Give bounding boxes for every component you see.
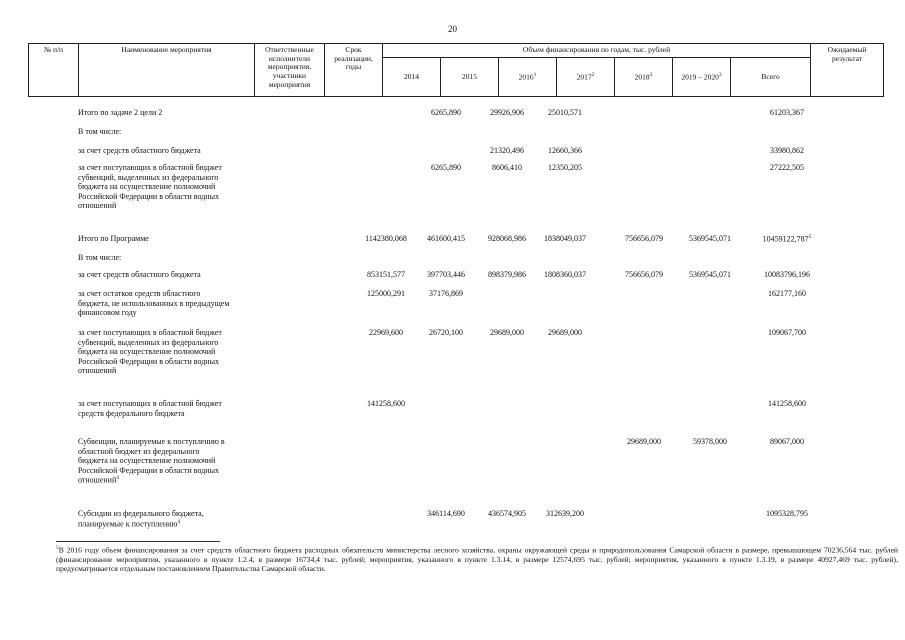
row-value-text: 29926,906 xyxy=(490,108,524,117)
header-year xyxy=(731,58,811,97)
row-value xyxy=(525,163,605,173)
row-total-note: 5 xyxy=(808,234,812,240)
row-value-text: 8606,410 xyxy=(492,163,522,172)
row-value-text: 21320,496 xyxy=(490,146,524,155)
row-name-text: за счет средств областного бюджета xyxy=(78,146,201,155)
header-year xyxy=(615,58,673,97)
row-value-text: 29689,000 xyxy=(548,328,582,337)
header-year-label: 2018 xyxy=(634,72,650,82)
row-name xyxy=(78,328,230,376)
footnote xyxy=(56,545,898,573)
row-name xyxy=(78,163,230,211)
row-name-note: 4 xyxy=(177,518,181,525)
row-value-text: 436574,905 xyxy=(488,509,526,518)
row-value-text: 27222,505 xyxy=(770,163,804,172)
page-number: 20 xyxy=(448,24,457,34)
header-year xyxy=(441,58,499,97)
header-financing: Объем финансирования по годам, тыс. рублей xyxy=(383,44,811,58)
row-value-text: 89067,000 xyxy=(770,437,804,446)
row-value-text: 6265,890 xyxy=(431,108,461,117)
header-year-label: 2019 – 2020 xyxy=(681,72,719,82)
header-year-note: 2 xyxy=(591,71,595,78)
row-name-text: Итого по Программе xyxy=(78,234,149,243)
header-year-note: 3 xyxy=(649,71,653,78)
row-name-text: Субвенции, планируемые к поступлению в областной бюджет из федерального бюджета на осуществление полномочий Российской Федерации в области водных отношений xyxy=(78,437,225,486)
row-name-text: за счет поступающих в областной бюджет субвенций, выделенных из федерального бюджета на осуществление полномочий Российской Федерации в области водных отношений xyxy=(78,163,222,211)
row-value-text: 12350,205 xyxy=(548,163,582,172)
row-value-text: 33980,862 xyxy=(770,146,804,155)
row-value xyxy=(346,399,426,409)
row-name-text: Субсидии из федерального бюджета, планируемые к поступлению xyxy=(78,509,204,529)
header-year-label: 2015 xyxy=(462,71,477,81)
row-value xyxy=(747,289,827,299)
footnote-marker: 5 xyxy=(56,545,59,551)
row-value-text: 37176,869 xyxy=(429,289,463,298)
header-year-label: 2017 xyxy=(576,72,592,82)
header-year-label: Всего xyxy=(761,71,780,81)
row-name xyxy=(78,108,230,118)
row-name-text: за счет остатков средств областного бюджета, не использованных в предыдущем финансовом году xyxy=(78,289,230,318)
row-value-text: 1838049,037 xyxy=(544,234,586,243)
row-value-text: 29689,000 xyxy=(627,437,661,446)
row-name-text: за счет поступающих в областной бюджет средств федерального бюджета xyxy=(78,399,222,418)
row-value-text: 26720,100 xyxy=(429,328,463,337)
header-year xyxy=(557,58,615,97)
header-year-label: 2014 xyxy=(404,71,419,81)
row-name-text: В том числе: xyxy=(78,127,122,136)
row-value-text: 59378,000 xyxy=(693,437,727,446)
header-name: Наименование мероприятия xyxy=(79,44,255,97)
row-value xyxy=(747,437,827,447)
footnote-text: В 2016 году объем финансирования за счет средств областного бюджета расходных обязательств министерства лесного хозяйства, охраны окружающей среды и природопользования Самарской области в размере, превышающем 70236,564 тыс. рублей (финансирование мероприятия, указанного в пункте 1.2.4, в размере 16734,4 тыс. рублей; мероприятия, указанного в пункте 1.3.14, в размере 12574,695 тыс. рублей; мероприятия, указанного в пункте 1.3.19, в размере 40927,469 тыс. рублей), предусматривается отдельным постановлением Правительства Самарской области. xyxy=(56,545,898,573)
row-value xyxy=(525,108,605,118)
row-name xyxy=(78,509,230,529)
header-year xyxy=(383,58,441,97)
row-name-text: за счет средств областного бюджета xyxy=(78,270,201,279)
row-name xyxy=(78,146,230,156)
row-value-text: 346114,690 xyxy=(427,509,465,518)
row-value xyxy=(525,328,605,338)
row-value xyxy=(525,509,605,519)
row-value xyxy=(747,234,827,244)
row-value-text: 141258,600 xyxy=(367,399,405,408)
row-name-note: 4 xyxy=(116,475,119,482)
row-value-text: 109067,700 xyxy=(768,328,806,337)
row-name-text: Итого по задаче 2 цели 2 xyxy=(78,108,163,117)
row-value xyxy=(525,234,605,244)
row-value-text: 10083796,196 xyxy=(764,270,810,279)
row-value xyxy=(747,163,827,173)
row-value-text: 898379,986 xyxy=(488,270,526,279)
row-value xyxy=(747,328,827,338)
header-num: № п/п xyxy=(29,44,79,97)
row-value-text: 29689,000 xyxy=(490,328,524,337)
row-value xyxy=(406,289,486,299)
row-value-text: 162177,160 xyxy=(768,289,806,298)
row-value-text: 461600,415 xyxy=(427,234,465,243)
row-value-text: 5369545,071 xyxy=(689,234,731,243)
row-value-text: 928068,986 xyxy=(488,234,526,243)
row-value xyxy=(747,108,827,118)
row-value xyxy=(747,399,827,409)
table-header xyxy=(28,43,884,97)
row-value-text: 5369545,071 xyxy=(689,270,731,279)
row-value-text: 756656,079 xyxy=(625,270,663,279)
row-value xyxy=(670,234,750,244)
row-value-text: 1142380,068 xyxy=(365,234,407,243)
row-value-text: 10459122,787 xyxy=(762,234,809,244)
header-year-label: 2016 xyxy=(518,72,534,82)
row-value xyxy=(747,146,827,156)
row-value-text: 141258,600 xyxy=(768,399,806,408)
row-value-text: 22969,600 xyxy=(369,328,403,337)
row-value-text: 397703,446 xyxy=(427,270,465,279)
row-value xyxy=(525,146,605,156)
row-name xyxy=(78,289,230,318)
row-name xyxy=(78,253,230,263)
row-name-text: В том числе: xyxy=(78,253,122,262)
row-value-text: 853151,577 xyxy=(367,270,405,279)
row-name xyxy=(78,270,230,280)
header-term: Срок реализации, годы xyxy=(325,44,383,97)
row-name xyxy=(78,437,230,486)
row-name xyxy=(78,234,230,244)
row-value-text: 61203,367 xyxy=(770,108,804,117)
row-value xyxy=(525,270,605,280)
row-value-text: 125000,291 xyxy=(367,289,405,298)
row-value-text: 25010,571 xyxy=(548,108,582,117)
row-name-text: за счет поступающих в областной бюджет субвенций, выделенных из федерального бюджета на осуществление полномочий Российской Федерации в области водных отношений xyxy=(78,328,222,376)
header-year-note: 3 xyxy=(718,71,722,78)
header-result: Ожидаемый результат xyxy=(811,44,884,97)
row-name xyxy=(78,399,230,418)
header-responsible: Ответственные исполнители мероприятия, участники мероприятия xyxy=(255,44,325,97)
row-value xyxy=(670,437,750,447)
row-value-text: 756656,079 xyxy=(625,234,663,243)
footnote-separator xyxy=(56,541,220,542)
row-value xyxy=(747,270,827,280)
row-value-text: 6265,890 xyxy=(431,163,461,172)
row-value-text: 12660,366 xyxy=(548,146,582,155)
header-year xyxy=(499,58,557,97)
header-year xyxy=(673,58,731,97)
row-value xyxy=(670,270,750,280)
row-value-text: 312639,200 xyxy=(546,509,584,518)
header-year-note: 1 xyxy=(533,71,537,78)
row-value-text: 1808360,037 xyxy=(544,270,586,279)
row-name xyxy=(78,127,230,137)
row-value xyxy=(747,509,827,519)
row-value-text: 1095328,795 xyxy=(766,509,808,518)
